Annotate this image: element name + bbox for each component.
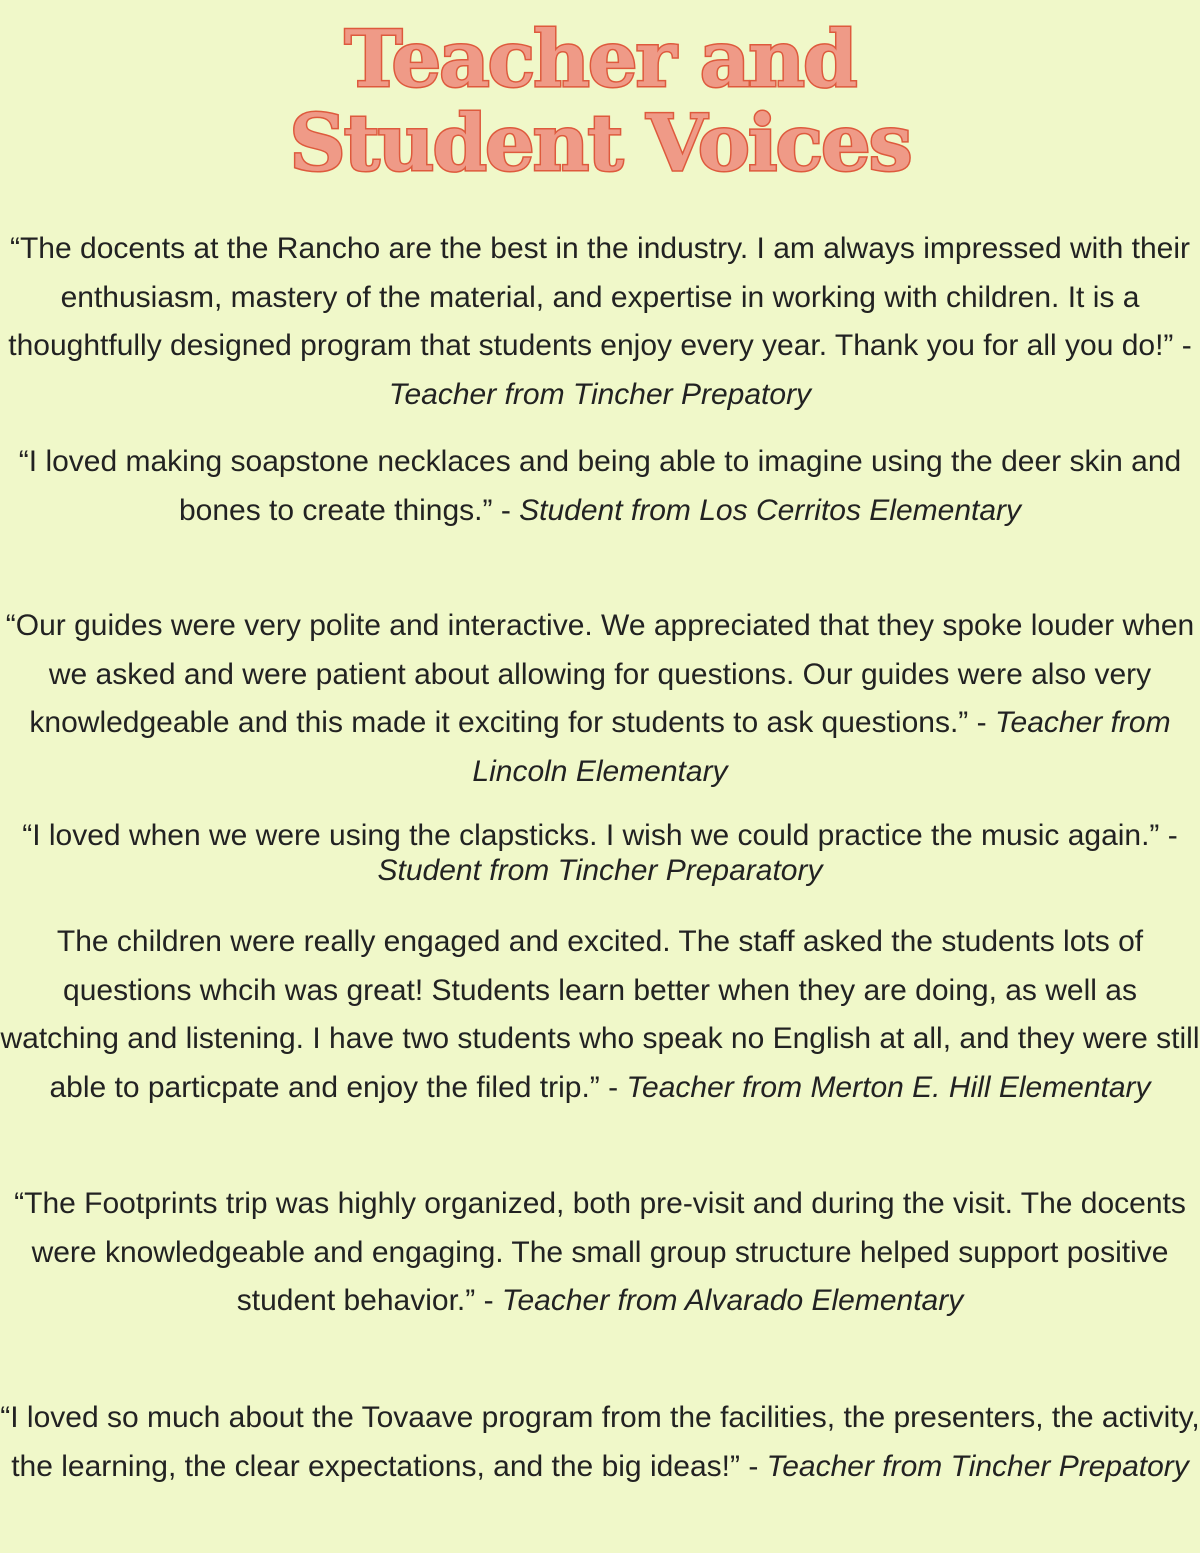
testimonial-attribution: Student from Los Cerritos Elementary <box>519 493 1022 527</box>
testimonial-teacher-tincher-1 <box>0 225 1200 419</box>
testimonial-teacher-tincher-2 <box>0 1394 1200 1491</box>
testimonial-text: “I loved when we were using the clapsticks. I wish we could practice the music again.” - <box>22 819 1178 852</box>
testimonial-text: “The docents at the Rancho are the best in the industry. I am always impressed with their enthusiasm, mastery of the material, and expertise in working with children. It is a thoughtfully designed program that students enjoy every year. Thank you for all you do!” - <box>8 232 1192 362</box>
title-line-2: Student Voices <box>289 98 911 189</box>
testimonial-text: “I loved so much about the Tovaave program from the facilities, the presenters, the activity, the learning, the clear expectations, and the big ideas!” - <box>0 1401 1200 1483</box>
testimonial-student-los-cerritos <box>0 438 1200 535</box>
testimonial-attribution: Student from Tincher Preparatory <box>377 854 823 887</box>
testimonial-teacher-alvarado <box>0 1180 1200 1326</box>
testimonial-teacher-merton-hill <box>0 918 1200 1112</box>
testimonial-attribution: Teacher from Alvarado Elementary <box>501 1284 964 1317</box>
testimonial-student-tincher <box>0 818 1200 888</box>
testimonial-text: “The Footprints trip was highly organized, both pre-visit and during the visit. The docents were knowledgeable and engaging. The small group structure helped support positive student behavior.” - <box>14 1187 1186 1317</box>
testimonial-text: “I loved making soapstone necklaces and being able to imagine using the deer skin and bones to create things.” - <box>18 445 1182 527</box>
testimonial-attribution: Teacher from Lincoln Elementary <box>472 706 1171 788</box>
testimonial-text: The children were really engaged and excited. The staff asked the students lots of questions whcih was great! Students learn better when they are doing, as well as watching and listening. I have two students who speak no English at all, and they were still able to particpate and enjoy the filed trip.” - <box>0 925 1200 1104</box>
testimonial-text: “Our guides were very polite and interactive. We appreciated that they spoke louder when we asked and were patient about allowing for questions. Our guides were also very knowledgeable and this made it exciting for students to ask questions.” - <box>5 609 1195 739</box>
testimonial-teacher-lincoln <box>0 602 1200 796</box>
title-line-1: Teacher and <box>344 14 856 105</box>
testimonial-attribution: Teacher from Tincher Prepatory <box>388 377 812 411</box>
testimonial-attribution: Teacher from Tincher Prepatory <box>766 1449 1189 1483</box>
testimonial-attribution: Teacher from Merton E. Hill Elementary <box>626 1070 1151 1104</box>
page-title <box>0 14 1200 189</box>
